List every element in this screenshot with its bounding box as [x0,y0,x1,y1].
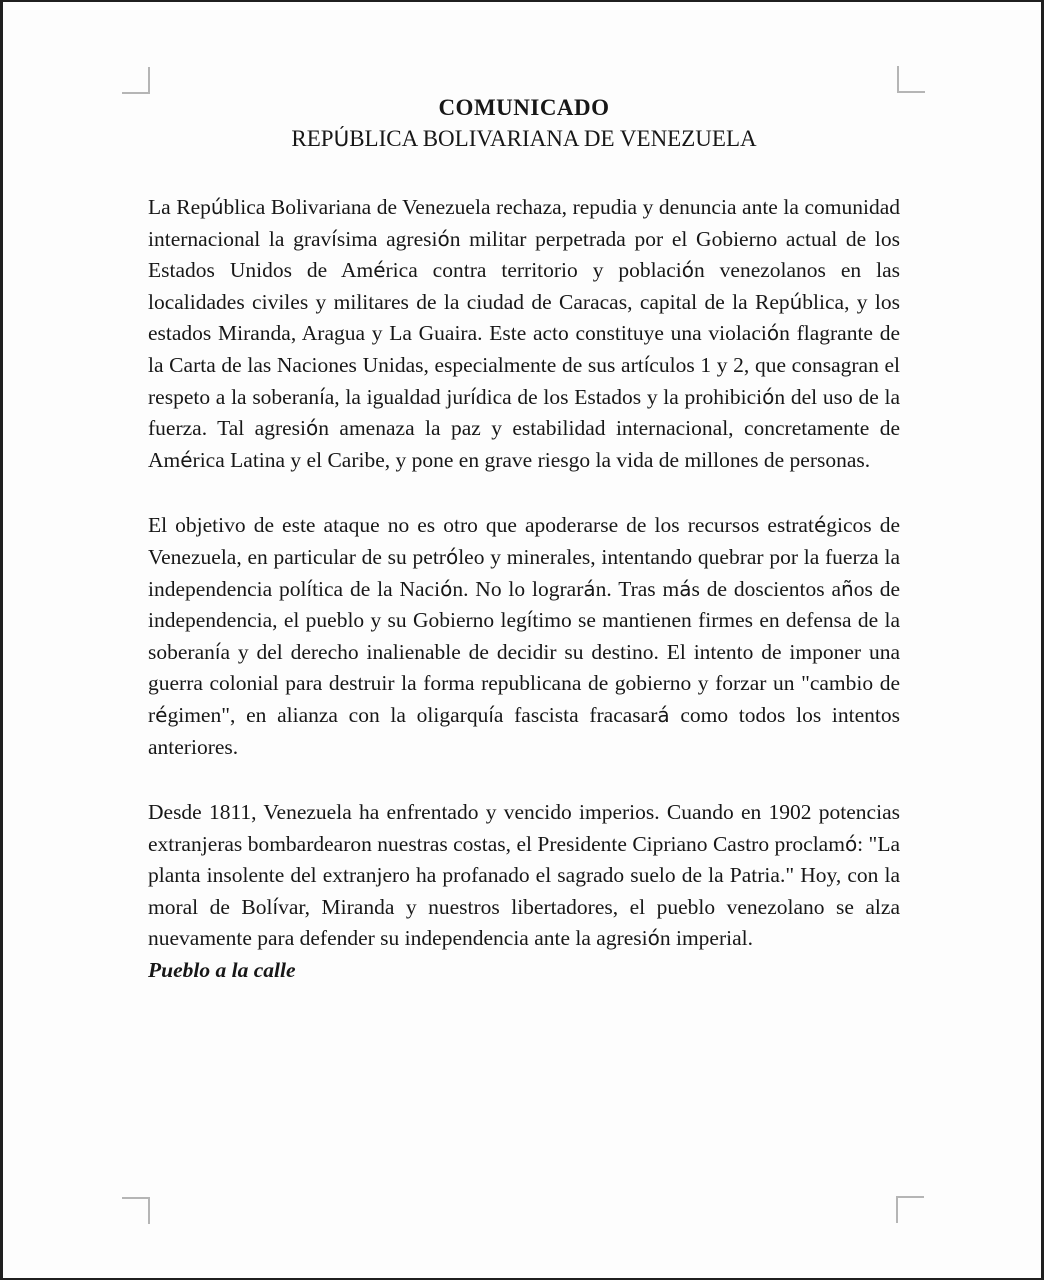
paragraph-historia: Desde 1811, Venezuela ha enfrentado y vencido imperios. Cuando en 1902 potencias extranjeras bombardearon nuestras costas, el Presidente Cipriano Castro proclamó: "La planta insolente del extranjero ha profanado el sagrado suelo de la Patria." Hoy, con la moral de Bolívar, Miranda y nuestros libertadores, el pueblo venezolano se alza nuevamente para defender su independencia ante la agresión imperial. [148,800,900,951]
closing-line: Pueblo a la calle [148,958,296,983]
paragraph-objetivo: El objetivo de este ataque no es otro que apoderarse de los recursos estratégicos de Venezuela, en particular de su petróleo y minerales, intentando quebrar por la fuerza la independencia política de la Nación. No lo lograrán. Tras más de doscientos años de independencia, el pueblo y su Gobierno legítimo se mantienen firmes en defensa de la soberanía y del derecho inalienable de decidir su destino. El intento de imponer una guerra colonial para destruir la forma republicana de gobierno y forzar un "cambio de régimen", en alianza con la oligarquía fascista fracasará como todos los intentos anteriores. [148,513,901,759]
document-body [148,92,900,987]
document-subtitle: REPÚBLICA BOLIVARIANA DE VENEZUELA [291,126,757,152]
crop-mark-bottom-left [122,1197,150,1224]
crop-mark-top-right [897,66,925,93]
crop-mark-top-left [122,67,150,94]
crop-mark-bottom-right [896,1196,924,1223]
document-title: COMUNICADO [438,95,610,120]
paragraph-denuncia: La República Bolivariana de Venezuela rechaza, repudia y denuncia ante la comunidad internacional la gravísima agresión militar perpetrada por el Gobierno actual de los Estados Unidos de América contra territorio y población venezolanos en las localidades civiles y militares de la ciudad de Caracas, capital de la República, y los estados Miranda, Aragua y La Guaira. Este acto constituye una violación flagrante de la Carta de las Naciones Unidas, especialmente de sus artículos 1 y 2, que consagran el respeto a la soberanía, la igualdad jurídica de los Estados y la prohibición del uso de la fuerza. Tal agresión amenaza la paz y estabilidad internacional, concretamente de América Latina y el Caribe, y pone en grave riesgo la vida de millones de personas. [148,195,901,472]
